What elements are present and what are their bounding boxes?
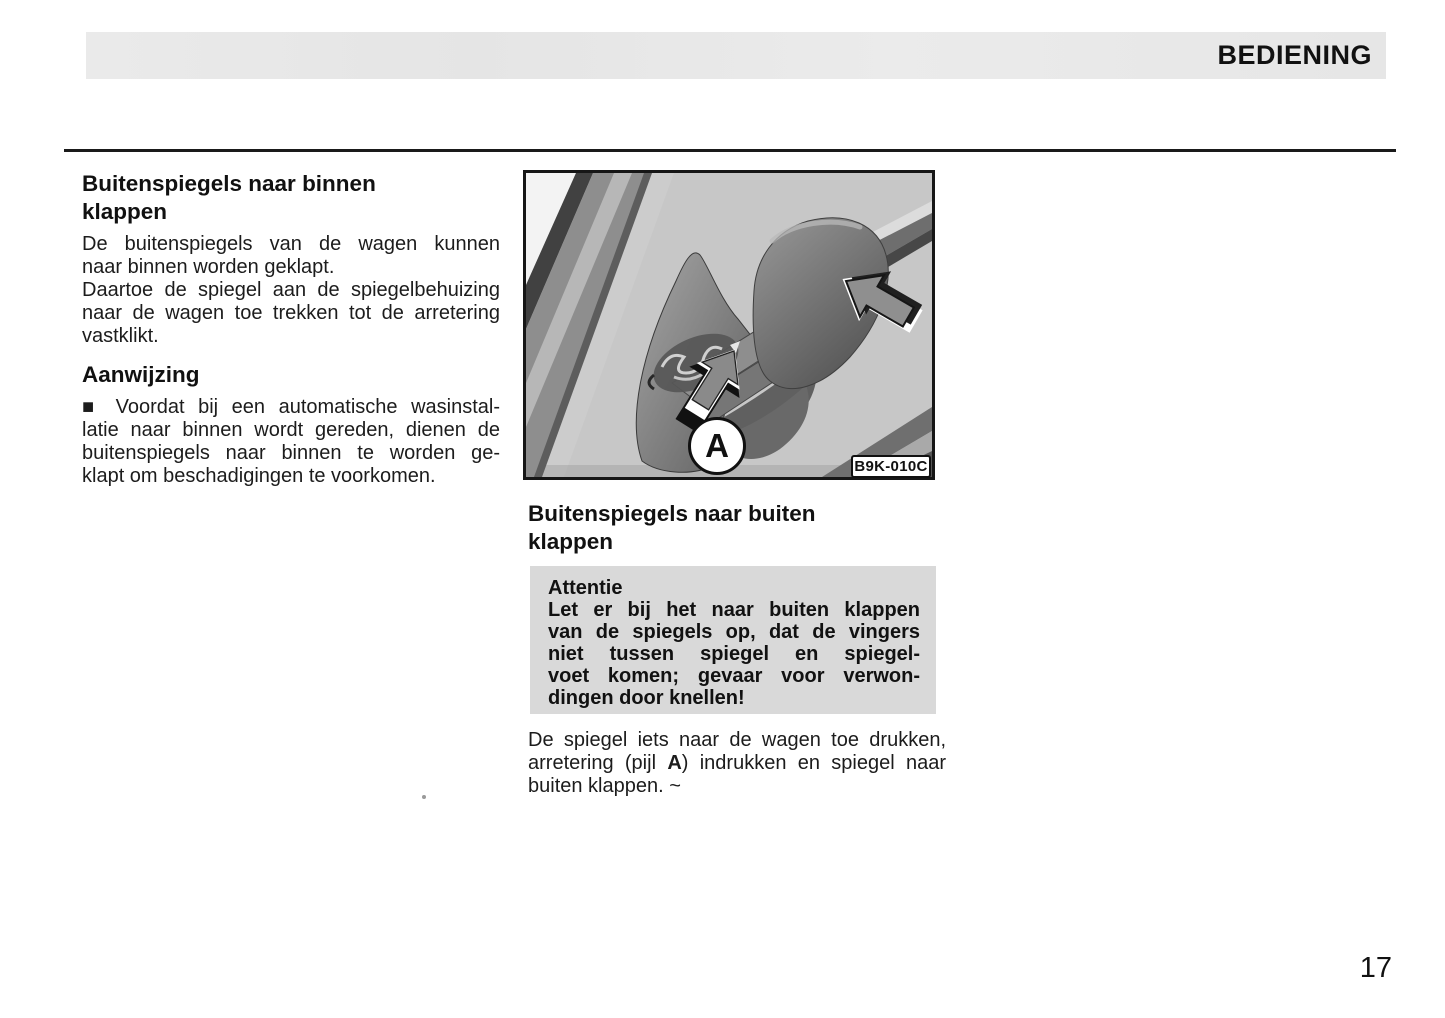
section-heading-fold-in: Buitenspiegels naar binnen klappen [82, 171, 376, 224]
scan-dot-artifact [422, 795, 426, 799]
left-column [82, 170, 500, 488]
paragraph-fold-out: De spiegel iets naar de wagen toe drukken, arretering (pijl A) indrukken en spiegel naar buiten klappen. ~ [528, 729, 946, 797]
section-heading-fold-out: Buitenspiegels naar buiten klappen [528, 501, 816, 554]
header-divider-rule [64, 149, 1396, 152]
figure-mirror-illustration [523, 170, 935, 480]
warning-box [530, 566, 936, 714]
note-heading: Aanwijzing [82, 362, 200, 387]
figure-code-label [851, 455, 931, 478]
figure-code-text: B9K-010C [854, 458, 928, 475]
warning-text: Let er bij het naar buiten klappen van de spiegels op, dat de vingers niet tussen spiegel en spiegel- voet komen; gevaar voor verwon- dingen door knellen! [548, 599, 920, 709]
page-header-title: BEDIENING [1217, 40, 1372, 70]
warning-title: Attentie [548, 577, 623, 599]
callout-a-letter: A [705, 427, 729, 464]
note-paragraph: ■ Voordat bij een automatische wasinstal- latie naar binnen wordt gereden, dienen de buitenspiegels naar binnen te worden ge- klapt om beschadigingen te voorkomen. [82, 396, 500, 487]
page-number: 17 [1359, 952, 1392, 984]
callout-a-badge [688, 417, 746, 475]
paragraph-fold-in-2: Daartoe de spiegel aan de spiegelbehuizing naar de wagen toe trekken tot de arretering vastklikt. [82, 279, 500, 347]
page-header-bar [86, 32, 1386, 79]
paragraph-fold-in-1: De buitenspiegels van de wagen kunnen naar binnen worden geklapt. [82, 233, 500, 278]
